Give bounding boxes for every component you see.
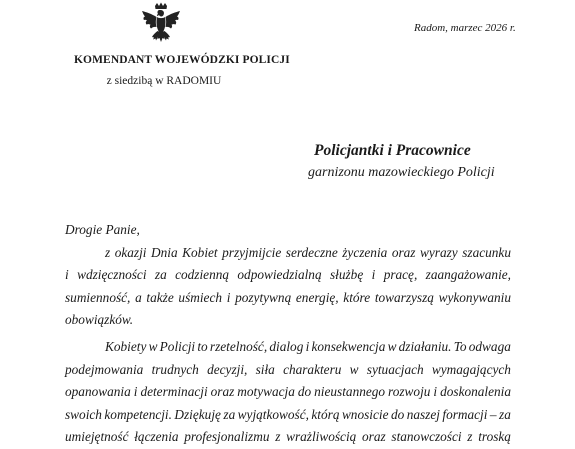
- word: wdzięczności: [77, 267, 147, 283]
- word: towarzyszą: [374, 289, 434, 305]
- word: za: [154, 267, 167, 283]
- letter-body: [65, 219, 511, 449]
- salutation: Drogie Panie,: [65, 222, 140, 237]
- word: przyjmijcie: [222, 244, 282, 260]
- word: sumienność,: [65, 289, 131, 305]
- word: i: [226, 289, 231, 305]
- word: formacji: [442, 406, 488, 422]
- word: i: [133, 384, 138, 400]
- word: odwaga: [468, 338, 511, 354]
- word: dialog: [269, 338, 304, 354]
- word: serdeczne: [285, 244, 338, 260]
- paragraph-2: [65, 336, 511, 449]
- word: którą: [311, 406, 340, 422]
- word: i: [65, 267, 69, 283]
- word: za: [499, 406, 511, 422]
- word: troską: [478, 429, 511, 445]
- word: konsekwencja: [311, 338, 386, 354]
- word: z: [105, 244, 111, 260]
- word: pozytywną: [235, 289, 292, 305]
- word: za: [223, 406, 236, 422]
- paragraph-line: obowiązków.: [65, 312, 134, 328]
- word: i: [433, 384, 438, 400]
- word: i: [371, 267, 376, 283]
- addressee-name: Policjantki i Pracownice: [314, 142, 471, 159]
- word: wyrazy: [420, 244, 458, 260]
- paragraph-line: [65, 426, 511, 449]
- polish-eagle-emblem-icon: [140, 2, 182, 46]
- word: motywacja: [237, 384, 295, 400]
- word: determinacji: [140, 384, 208, 400]
- authority-title: KOMENDANT WOJEWÓDZKI POLICJI: [74, 54, 290, 66]
- paragraph-line: [65, 287, 511, 310]
- word: swoich: [65, 406, 102, 422]
- word: stanowczości: [391, 429, 462, 445]
- issuing-authority: [74, 52, 290, 89]
- word: opanowania: [65, 384, 131, 400]
- word: Kobiety: [105, 338, 147, 354]
- word: energię,: [295, 289, 339, 305]
- word: w: [387, 338, 397, 354]
- word: oraz: [391, 244, 416, 260]
- word: uśmiech: [178, 289, 222, 305]
- word: działaniu.: [398, 338, 452, 354]
- word: także: [146, 289, 174, 305]
- word: odpowiedzialną: [237, 267, 322, 283]
- word: umiejętność: [65, 429, 129, 445]
- word: w: [148, 338, 158, 354]
- word: łączenia: [134, 429, 179, 445]
- word: z: [275, 429, 281, 445]
- word: służbę: [329, 267, 364, 283]
- word: i: [305, 338, 310, 354]
- word: Kobiet: [182, 244, 218, 260]
- word: naszej: [406, 406, 440, 422]
- paragraph-line: [65, 242, 511, 265]
- paragraph-line: [65, 359, 511, 382]
- word: okazji: [114, 244, 147, 260]
- word: wrażliwością: [286, 429, 357, 445]
- word: a: [135, 289, 142, 305]
- word: wymagających: [431, 361, 511, 377]
- addressee-subtitle: garnizonu mazowieckiego Policji: [308, 165, 495, 180]
- word: rozwoju: [388, 384, 431, 400]
- word: do: [390, 406, 405, 422]
- word: trudnych: [151, 361, 199, 377]
- word: życzenia: [342, 244, 388, 260]
- paragraph-line: [65, 264, 511, 287]
- word: wykonywaniu: [438, 289, 511, 305]
- word: to: [197, 338, 208, 354]
- addressee-block: [308, 142, 495, 181]
- word: szacunku: [462, 244, 511, 260]
- word: zaangażowanie,: [425, 267, 511, 283]
- word: z: [467, 429, 473, 445]
- word: do: [297, 384, 312, 400]
- word: w: [349, 361, 359, 377]
- paragraph-line: [65, 404, 511, 427]
- word: które: [343, 289, 371, 305]
- word: rzetelność,: [209, 338, 268, 354]
- word: –: [489, 406, 497, 422]
- word: siła: [255, 361, 275, 377]
- paragraph-line: [65, 336, 511, 359]
- word: wyjątkowość,: [237, 406, 309, 422]
- word: Policji: [159, 338, 196, 354]
- word: sytuacjach: [366, 361, 424, 377]
- word: To: [453, 338, 467, 354]
- word: podejmowania: [65, 361, 144, 377]
- paragraph-1: [65, 242, 511, 332]
- word: Dnia: [151, 244, 178, 260]
- word: kompetencji.: [104, 406, 172, 422]
- word: profesjonalizmu: [184, 429, 270, 445]
- word: nieustannego: [314, 384, 386, 400]
- word: oraz: [210, 384, 235, 400]
- word: decyzji,: [207, 361, 248, 377]
- paragraph-line: [65, 381, 511, 404]
- word: pracę,: [383, 267, 418, 283]
- place-and-date: Radom, marzec 2026 r.: [414, 22, 516, 34]
- word: oraz: [362, 429, 386, 445]
- word: wnosicie: [341, 406, 389, 422]
- word: charakteru: [283, 361, 342, 377]
- word: doskonalenia: [440, 384, 511, 400]
- word: codzienną: [175, 267, 230, 283]
- authority-seat: z siedzibą w RADOMIU: [106, 75, 222, 87]
- word: Dziękuję: [174, 406, 221, 422]
